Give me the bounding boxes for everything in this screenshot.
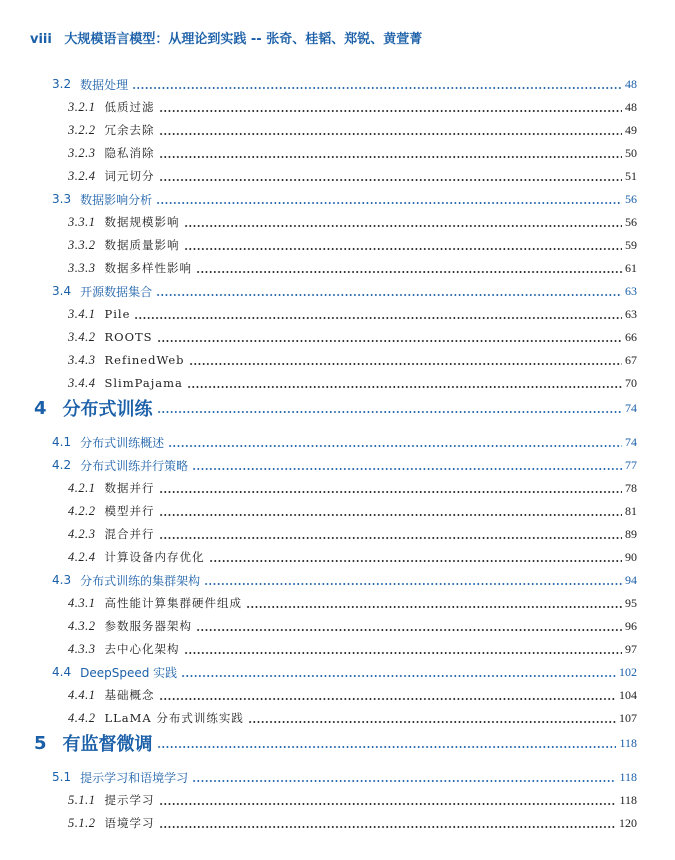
dot-leader (168, 445, 622, 447)
toc-number: 3.4.1 (68, 306, 96, 321)
toc-title: 隐私消除 (104, 146, 155, 160)
toc-number: 3.2.2 (68, 122, 96, 137)
toc-entry-subsection[interactable] (68, 685, 637, 705)
toc-entry-subsection[interactable] (68, 258, 637, 278)
toc-number: 4.3.3 (68, 641, 96, 656)
toc-title: 分布式训练 (62, 399, 153, 420)
toc-page-number: 89 (625, 526, 637, 541)
toc-entry-subsection[interactable] (68, 212, 637, 232)
toc-title: 分布式训练并行策略 (80, 458, 189, 473)
dot-leader (159, 803, 617, 805)
toc-number: 3.3.3 (68, 260, 96, 275)
toc-title: 去中心化架构 (104, 642, 180, 656)
toc-entry-section[interactable] (52, 570, 637, 590)
toc-number: 5.1.1 (68, 792, 96, 807)
toc-title: 数据多样性影响 (104, 261, 192, 275)
toc-number: 4.3.1 (68, 595, 96, 610)
dot-leader (181, 675, 616, 677)
toc-entry-section[interactable] (52, 189, 637, 209)
toc-title: 模型并行 (104, 504, 155, 518)
toc-title: 数据质量影响 (104, 238, 180, 252)
toc-entry-subsection[interactable] (68, 478, 637, 498)
toc-entry-subsection[interactable] (68, 235, 637, 255)
dot-leader (134, 317, 622, 319)
toc-page-number: 120 (619, 815, 637, 830)
toc-title: 低质过滤 (104, 100, 155, 114)
toc-title: SlimPajama (104, 376, 183, 390)
toc-page-number: 96 (625, 618, 637, 633)
toc-entry-subsection[interactable] (68, 524, 637, 544)
toc-number: 4.2.1 (68, 480, 96, 495)
toc-page-number: 95 (625, 595, 637, 610)
toc-number: 4 (34, 397, 47, 419)
dot-leader (248, 721, 616, 723)
toc-title: 数据处理 (80, 77, 129, 92)
toc-title: 分布式训练的集群架构 (80, 573, 201, 588)
toc-entry-subsection[interactable] (68, 813, 637, 833)
dot-leader (157, 340, 622, 342)
toc-entry-section[interactable] (52, 767, 637, 787)
toc-number: 3.4.3 (68, 352, 96, 367)
toc-page-number: 74 (625, 434, 637, 449)
dot-leader (184, 248, 623, 250)
toc-number: 4.2.4 (68, 549, 96, 564)
toc-number: 4.4.2 (68, 710, 96, 725)
toc-title: 高性能计算集群硬件组成 (104, 596, 242, 610)
toc-entry-section[interactable] (52, 662, 637, 682)
toc-title: 基础概念 (104, 688, 155, 702)
toc-page-number: 67 (625, 352, 637, 367)
toc-entry-subsection[interactable] (68, 304, 637, 324)
toc-number: 4.2.3 (68, 526, 96, 541)
toc-page-number: 104 (619, 687, 637, 702)
page-number: viii (30, 32, 52, 47)
toc-page-number: 74 (625, 400, 637, 415)
toc-title: 数据影响分析 (80, 192, 153, 207)
toc-page-number: 50 (625, 145, 637, 160)
toc-title: 提示学习和语境学习 (80, 770, 189, 785)
toc-page-number: 81 (625, 503, 637, 518)
dot-leader (159, 179, 623, 181)
toc-entry-subsection[interactable] (68, 373, 637, 393)
toc-page-number: 48 (625, 99, 637, 114)
toc-title: 词元切分 (104, 169, 155, 183)
toc-number: 3.2.3 (68, 145, 96, 160)
toc-number: 4.2.2 (68, 503, 96, 518)
dot-leader (192, 780, 616, 782)
toc-page-number: 48 (625, 76, 637, 91)
toc-entry-section[interactable] (52, 281, 637, 301)
toc-title: 开源数据集合 (80, 284, 153, 299)
toc-entry-subsection[interactable] (68, 547, 637, 567)
toc-number: 3.2.4 (68, 168, 96, 183)
toc-page-number: 118 (619, 769, 637, 784)
toc-page-number: 102 (619, 664, 637, 679)
toc-number: 3.2 (52, 77, 72, 91)
dot-leader (157, 746, 617, 748)
dot-leader (187, 386, 622, 388)
toc-title: 混合并行 (104, 527, 155, 541)
toc-page-number: 78 (625, 480, 637, 495)
toc-title: DeepSpeed 实践 (80, 665, 178, 680)
toc-title: Pile (104, 307, 131, 321)
dot-leader (209, 560, 623, 562)
dot-leader (184, 225, 623, 227)
toc-entry-section[interactable] (52, 74, 637, 94)
toc-entry-subsection[interactable] (68, 327, 637, 347)
toc-entry-subsection[interactable] (68, 639, 637, 659)
toc-title: LLaMA 分布式训练实践 (104, 711, 244, 725)
toc-page-number: 107 (619, 710, 637, 725)
dot-leader (159, 491, 623, 493)
dot-leader (159, 133, 623, 135)
toc-page-number: 66 (625, 329, 637, 344)
toc-number: 5 (34, 732, 47, 754)
toc-number: 4.4.1 (68, 687, 96, 702)
toc-number: 3.3.1 (68, 214, 96, 229)
dot-leader (192, 468, 622, 470)
toc-entry-subsection[interactable] (68, 166, 637, 186)
toc-page-number: 49 (625, 122, 637, 137)
toc-number: 3.3 (52, 192, 72, 206)
toc-number: 5.1 (52, 770, 72, 784)
toc-page-number: 63 (625, 306, 637, 321)
toc-title: 分布式训练概述 (80, 435, 165, 450)
toc-number: 4.4 (52, 665, 72, 679)
toc-page-number: 77 (625, 457, 637, 472)
dot-leader (196, 271, 622, 273)
toc-entry-subsection[interactable] (68, 790, 637, 810)
dot-leader (159, 110, 623, 112)
toc-number: 4.3.2 (68, 618, 96, 633)
dot-leader (159, 826, 617, 828)
book-title: 大规模语言模型：从理论到实践 -- 张奇、桂韬、郑锐、黄萱菁 (64, 32, 423, 47)
toc-entry-subsection[interactable] (68, 120, 637, 140)
toc-title: ROOTS (104, 330, 153, 344)
toc-number: 4.1 (52, 435, 72, 449)
dot-leader (159, 537, 623, 539)
dot-leader (157, 411, 622, 413)
toc-page-number: 51 (625, 168, 637, 183)
toc-number: 3.3.2 (68, 237, 96, 252)
toc-entry-chapter[interactable] (34, 398, 637, 418)
toc-number: 3.4 (52, 284, 72, 298)
toc-page-number: 70 (625, 375, 637, 390)
toc-page-number: 118 (619, 792, 637, 807)
dot-leader (159, 156, 623, 158)
toc-entry-subsection[interactable] (68, 501, 637, 521)
toc-entry-subsection[interactable] (68, 708, 637, 728)
toc-page-number: 97 (625, 641, 637, 656)
toc-title: 冗余去除 (104, 123, 155, 137)
toc-page-number: 90 (625, 549, 637, 564)
toc-entry-subsection[interactable] (68, 350, 637, 370)
toc-page-number: 118 (619, 735, 637, 750)
toc-page-number: 56 (625, 214, 637, 229)
toc-title: 有监督微调 (62, 734, 153, 755)
dot-leader (184, 652, 623, 654)
dot-leader (156, 202, 622, 204)
toc-entry-section[interactable] (52, 455, 637, 475)
toc-number: 3.2.1 (68, 99, 96, 114)
toc-page-number: 63 (625, 283, 637, 298)
toc-page-number: 56 (625, 191, 637, 206)
toc-number: 3.4.4 (68, 375, 96, 390)
toc-number: 4.2 (52, 458, 72, 472)
dot-leader (196, 629, 622, 631)
toc-entry-chapter[interactable] (34, 733, 637, 753)
toc-number: 5.1.2 (68, 815, 96, 830)
toc-entry-subsection[interactable] (68, 97, 637, 117)
toc-number: 3.4.2 (68, 329, 96, 344)
toc-title: 计算设备内存优化 (104, 550, 205, 564)
toc-page-number: 94 (625, 572, 637, 587)
toc-page-number: 61 (625, 260, 637, 275)
dot-leader (189, 363, 622, 365)
toc-title: RefinedWeb (104, 353, 185, 367)
toc-title: 数据规模影响 (104, 215, 180, 229)
dot-leader (159, 698, 617, 700)
toc-number: 4.3 (52, 573, 72, 587)
toc-entry-subsection[interactable] (68, 593, 637, 613)
toc-entry-section[interactable] (52, 432, 637, 452)
toc-title: 语境学习 (104, 816, 155, 830)
dot-leader (156, 294, 622, 296)
dot-leader (246, 606, 622, 608)
toc-entry-subsection[interactable] (68, 616, 637, 636)
toc-title: 提示学习 (104, 793, 155, 807)
toc-entry-subsection[interactable] (68, 143, 637, 163)
toc-title: 参数服务器架构 (104, 619, 192, 633)
dot-leader (132, 87, 622, 89)
dot-leader (159, 514, 623, 516)
toc-title: 数据并行 (104, 481, 155, 495)
toc-page-number: 59 (625, 237, 637, 252)
dot-leader (204, 583, 622, 585)
